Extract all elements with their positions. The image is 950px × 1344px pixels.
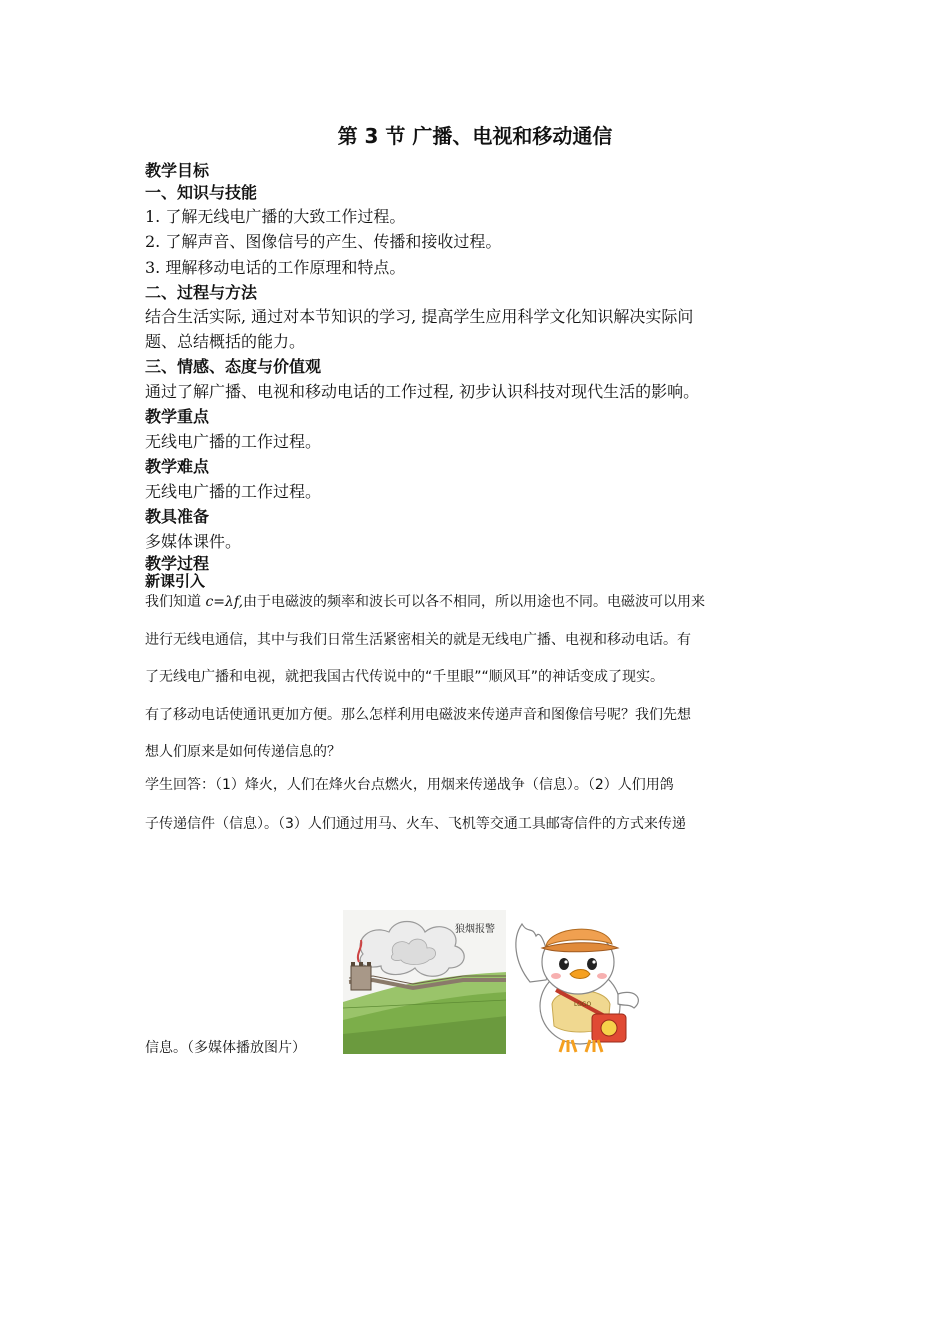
goal-item-3: 3. 理解移动电话的工作原理和特点。 [145, 258, 406, 277]
process-method-line-1: 结合生活实际, 通过对本节知识的学习, 提高学生应用科学文化知识解决实际问 [145, 307, 694, 326]
teaching-goals-heading: 教学目标 [145, 161, 210, 180]
key-point-heading: 教学重点 [145, 407, 210, 426]
process-method-heading: 二、过程与方法 [145, 283, 258, 302]
attitude-values-text: 通过了解广播、电视和移动电话的工作过程, 初步认识科技对现代生活的影响。 [145, 382, 700, 401]
difficulty-text: 无线电广播的工作过程。 [145, 482, 322, 501]
intro-line-5: 想人们原来是如何传递信息的？ [145, 744, 341, 760]
goal-item-2: 2. 了解声音、图像信号的产生、传播和接收过程。 [145, 232, 502, 251]
process-method-line-2: 题、总结概括的能力。 [145, 332, 306, 351]
teaching-aids-heading: 教具准备 [145, 507, 210, 526]
goal-item-1: 1. 了解无线电广播的大致工作过程。 [145, 207, 406, 226]
intro-line-4: 有了移动电话使通讯更加方便。那么怎样利用电磁波来传递声音和图像信号呢？我们先想 [145, 707, 691, 723]
difficulty-heading: 教学难点 [145, 457, 210, 476]
messenger-dove-illustration [506, 908, 648, 1054]
teaching-aids-text: 多媒体课件。 [145, 532, 242, 551]
beacon-caption: 狼烟报警 [455, 924, 495, 935]
bag-label: LOGO [574, 1001, 592, 1008]
answer-line-1: 学生回答：（1）烽火，人们在烽火台点燃火，用烟来传递战争（信息）。（2）人们用鸽 [145, 777, 674, 793]
answer-line-2: 子传递信件（信息）。（3）人们通过用马、火车、飞机等交通工具邮寄信件的方式来传递 [145, 816, 686, 832]
beacon-fire-illustration [343, 910, 507, 1054]
key-point-text: 无线电广播的工作过程。 [145, 432, 322, 451]
page-title: 第 3 节 广播、电视和移动通信 [337, 124, 613, 148]
intro-line-1 [145, 592, 705, 612]
intro-line-3: 了无线电广播和电视，就把我国古代传说中的“千里眼”“顺风耳”的神话变成了现实。 [145, 669, 665, 685]
intro-heading: 新课引入 [145, 572, 206, 590]
teaching-process-heading: 教学过程 [145, 554, 210, 573]
wave-formula: c=λf, [205, 594, 244, 610]
intro-line-1-pre: 我们知道 [145, 594, 206, 610]
answer-line-3: 信息。（多媒体播放图片） [145, 1040, 306, 1056]
intro-line-2: 进行无线电通信，其中与我们日常生活紧密相关的就是无线电广播、电视和移动电话。有 [145, 632, 691, 648]
attitude-values-heading: 三、情感、态度与价值观 [145, 357, 322, 376]
intro-line-1-post: 由于电磁波的频率和波长可以各不相同，所以用途也不同。电磁波可以用来 [243, 594, 706, 610]
knowledge-skills-heading: 一、知识与技能 [145, 183, 258, 202]
